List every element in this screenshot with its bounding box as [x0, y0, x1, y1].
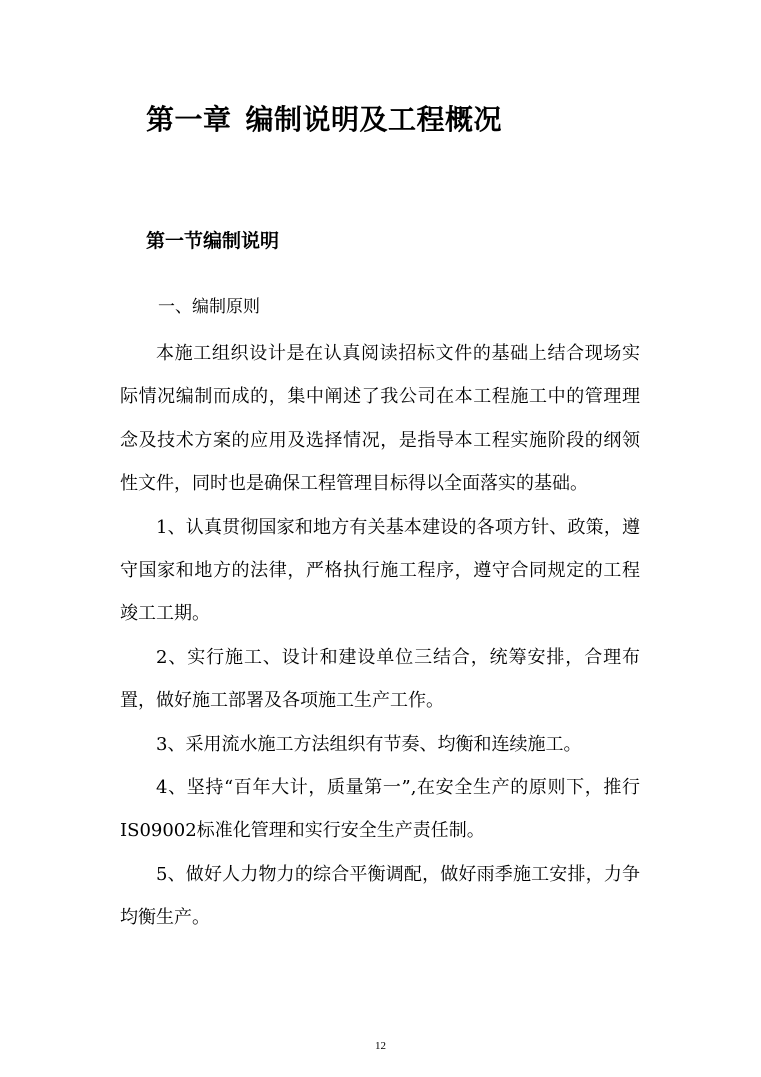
subheading: 一、编制原则 [158, 297, 260, 317]
paragraph: 本施工组织设计是在认真阅读招标文件的基础上结合现场实际情况编制而成的，集中阐述了我公司在本工程施工中的管理理念及技术方案的应用及选择情况，是指导本工程实施阶段的纲领性文件，同时也是确保工程管理目标得以全面落实的基础。 [120, 343, 640, 495]
chapter-prefix: 第一章 [146, 103, 232, 136]
chapter-title [146, 98, 502, 138]
paragraph: 5、做好人力物力的综合平衡调配，做好雨季施工安排，力争均衡生产。 [120, 863, 640, 929]
page-number: 12 [375, 1040, 386, 1052]
paragraph: 2、实行施工、设计和建设单位三结合，统筹安排，合理布置，做好施工部署及各项施工生产工作。 [120, 646, 640, 712]
body-text [120, 332, 640, 940]
paragraph: 3、采用流水施工方法组织有节奏、均衡和连续施工。 [156, 733, 582, 755]
section-title: 第一节编制说明 [146, 230, 280, 252]
paragraph: 4、坚持“百年大计，质量第一”,在安全生产的原则下，推行IS09002标准化管理和实行安全生产责任制。 [120, 777, 640, 842]
chapter-title-text: 编制说明及工程概况 [245, 103, 503, 136]
paragraph: 1、认真贯彻国家和地方有关基本建设的各项方针、政策，遵守国家和地方的法律，严格执行施工程序，遵守合同规定的工程竣工工期。 [120, 516, 640, 625]
